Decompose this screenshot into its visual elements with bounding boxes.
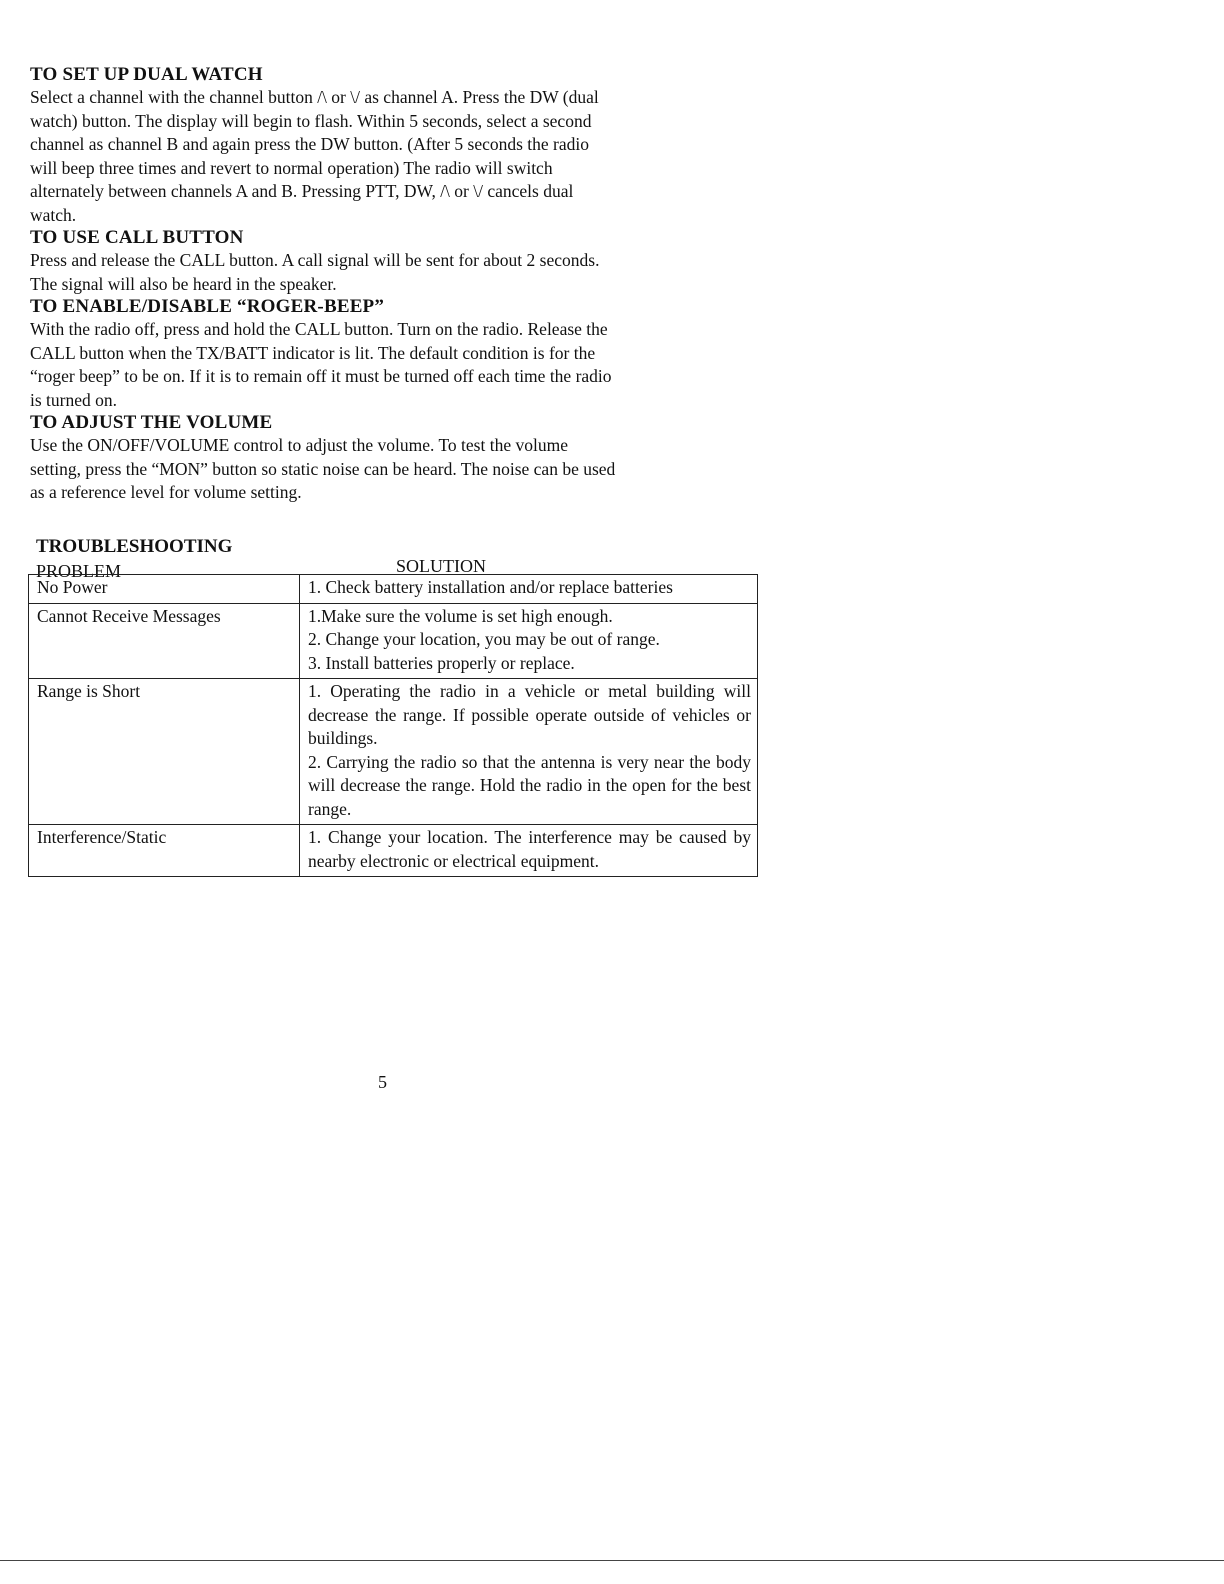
section-text xyxy=(30,249,760,296)
section-text xyxy=(30,434,760,505)
instructions-body xyxy=(30,64,760,505)
page-number: 5 xyxy=(378,1072,387,1092)
text-line: watch. xyxy=(30,204,77,225)
solution-cell xyxy=(300,679,758,825)
solution-line: 3. Install batteries properly or replace. xyxy=(308,652,575,673)
solution-line: 2. Carrying the radio so that the antenna is very near the body will decrease the range. Hold the radio in the open for the best range. xyxy=(308,751,751,819)
text-line: will beep three times and revert to normal operation) The radio will switch xyxy=(30,157,553,178)
table-row xyxy=(29,679,758,825)
text-line: as a reference level for volume setting. xyxy=(30,482,302,502)
section-heading: TO ADJUST THE VOLUME xyxy=(30,412,273,433)
problem-column-label: PROBLEM xyxy=(36,561,122,581)
text-line: Select a channel with the channel button /\ or \/ as channel A. Press the DW (dual xyxy=(30,87,599,107)
text-line: watch) button. The display will begin to flash. Within 5 seconds, select a second xyxy=(30,110,592,131)
text-line: Use the ON/OFF/VOLUME control to adjust the volume. To test the volume xyxy=(30,435,568,455)
section-heading: TO SET UP DUAL WATCH xyxy=(30,64,263,85)
section-heading: TO ENABLE/DISABLE “ROGER-BEEP” xyxy=(30,296,385,317)
solution-column-label: SOLUTION xyxy=(396,556,486,576)
table-row xyxy=(29,603,758,679)
problem-cell: Cannot Receive Messages xyxy=(29,603,300,679)
troubleshooting-table xyxy=(28,574,758,877)
section-roger-beep xyxy=(30,296,760,412)
solution-cell xyxy=(300,575,758,604)
section-call-button xyxy=(30,227,760,296)
problem-cell: Range is Short xyxy=(29,679,300,825)
problem-cell: No Power xyxy=(29,575,300,604)
text-line: alternately between channels A and B. Pressing PTT, DW, /\ or \/ cancels dual xyxy=(30,181,574,201)
section-dual-watch xyxy=(30,64,760,227)
solution-line: 1.Make sure the volume is set high enough. xyxy=(308,605,613,626)
problem-cell: Interference/Static xyxy=(29,825,300,877)
troubleshooting-heading: TROUBLESHOOTING xyxy=(36,536,233,557)
text-line: CALL button when the TX/BATT indicator is lit. The default condition is for the xyxy=(30,342,596,363)
table-row xyxy=(29,575,758,604)
solution-cell xyxy=(300,603,758,679)
solution-line: 1. Operating the radio in a vehicle or metal building will decrease the range. If possible operate outside of vehicles or buildings. xyxy=(308,681,751,748)
solution-line: 2. Change your location, you may be out of range. xyxy=(308,629,660,649)
table-row xyxy=(29,825,758,877)
text-line: is turned on. xyxy=(30,389,118,410)
text-line: “roger beep” to be on. If it is to remain off it must be turned off each time the radio xyxy=(30,366,612,386)
section-text xyxy=(30,86,760,227)
text-line: Press and release the CALL button. A call signal will be sent for about 2 seconds. xyxy=(30,250,600,270)
text-line: The signal will also be heard in the speaker. xyxy=(30,273,337,294)
text-line: With the radio off, press and hold the CALL button. Turn on the radio. Release the xyxy=(30,319,608,339)
solution-line: 1. Check battery installation and/or replace batteries xyxy=(308,577,673,597)
section-text xyxy=(30,318,760,412)
text-line: channel as channel B and again press the DW button. (After 5 seconds the radio xyxy=(30,134,590,154)
solution-cell xyxy=(300,825,758,877)
section-volume xyxy=(30,412,760,505)
bottom-divider xyxy=(0,1560,1224,1561)
text-line: setting, press the “MON” button so static noise can be heard. The noise can be used xyxy=(30,458,616,479)
section-heading: TO USE CALL BUTTON xyxy=(30,227,244,248)
solution-line: 1. Change your location. The interference may be caused by nearby electronic or electrical equipment. xyxy=(308,827,751,871)
